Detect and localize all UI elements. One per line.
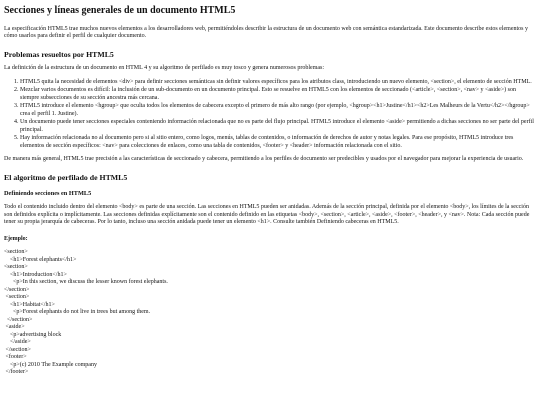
problems-heading: Problemas resueltos por HTML5 bbox=[4, 49, 114, 59]
algorithm-text: Todo el contenido incluido dentro del elemento <body> es parte de una sección. Las secciones en HTML5 pueden ser anidadas. Además de la sección principal, definida por el elemento <body>, los límites de la sección son definidos explícita o implícitamente. Las secciones definidas explícitamente son el contenido definido en las etiquetas <body>, <section>, <article>, <aside>, <footer>, <header>, y <nav>. Nota: Cada sección puede tener su propia jerarquía de cabeceras. Por lo tanto, incluso una sección anidada puede tener un elemento <h1>. Consulte también Definiendo cabeceras en HTML5. bbox=[4, 204, 530, 226]
list-item: 3. HTML5 introduce el elemento <hgroup> que oculta todos los elementos de cabecera excepto el primero de más alto rango (por ejemplo, <hgroup><h1>Justine</h1><h2>Les Malheurs de la Vertu</h2></hgroup> crea el perfil 1. Justine). bbox=[20, 103, 536, 118]
problems-conclusion: De manera más general, HTML5 trae precisión a las características de seccionado y cabecera, permitiendo a los perfiles de documento ser predecibles y usados por el navegador para mejorar la experiencia de usuario. bbox=[4, 156, 524, 163]
algorithm-heading: El algoritmo de perfilado de HTML5 bbox=[4, 172, 128, 182]
problems-list bbox=[4, 79, 536, 151]
list-item: 2. Mezclar varios documentos es difícil: la inclusión de un sub-documento en un documento principal. Esto se resuelve en HTML5 con los elementos de seccionado (<article>, <section>, <nav> y <aside>) son siempre subsecciones de su sección ancestra más cercana. bbox=[20, 87, 536, 102]
list-item: 5. Hay información relacionada no al documento pero si al sitio entero, como logos, menús, tablas de contenidos, o información de derechos de autor y notas legales. Para ese propósito, HTML5 introduce tres elementos de sección específicos: <nav> para colecciones de enlaces, como una tabla de contenidos, <footer> y <header> información relacionada con el sitio. bbox=[20, 135, 536, 150]
example-label: Ejemplo: bbox=[4, 235, 28, 242]
list-item: 4. Un documento puede tener secciones especiales conteniendo información relacionada que no es parte del flujo principal. HTML5 introduce el elemento <aside> permitiendo a dichas secciones no ser parte del perfil principal. bbox=[20, 119, 536, 134]
list-item: 1. HTML5 quita la necesidad de elementos <div> para definir secciones semánticas sin definir valores específicos para los atributos class, introduciendo un nuevo elemento, <section>, el elemento de sección HTML. bbox=[20, 79, 536, 87]
page-title: Secciones y líneas generales de un documento HTML5 bbox=[4, 5, 236, 16]
algorithm-subheading: Definiendo secciones en HTML5 bbox=[4, 190, 92, 198]
code-example: <section> <h1>Forest elephants</h1> <section> <h1>Introduction</h1> <p>In this section, we discuss the lesser known forest elephants. </section> <section> <h1>Habitat</h1> <p>Forest elephants do not live in trees but among them. </section> <aside> <p>advertising block </aside> </section> <footer> <p>(c) 2010 The Example company </footer> bbox=[4, 249, 168, 376]
intro-paragraph: La especificación HTML5 trae muchos nuevos elementos a los desarrolladores web, permitiéndoles describir la estructura de un documento web con semántica estandarizada. Este documento describe estos elementos y cómo usarlos para definir el perfil de cualquier documento. bbox=[4, 25, 528, 39]
problems-text: La definición de la estructura de un documento en HTML 4 y su algoritmo de perfilado es muy tosco y genera numerosos problemas: bbox=[4, 65, 325, 72]
